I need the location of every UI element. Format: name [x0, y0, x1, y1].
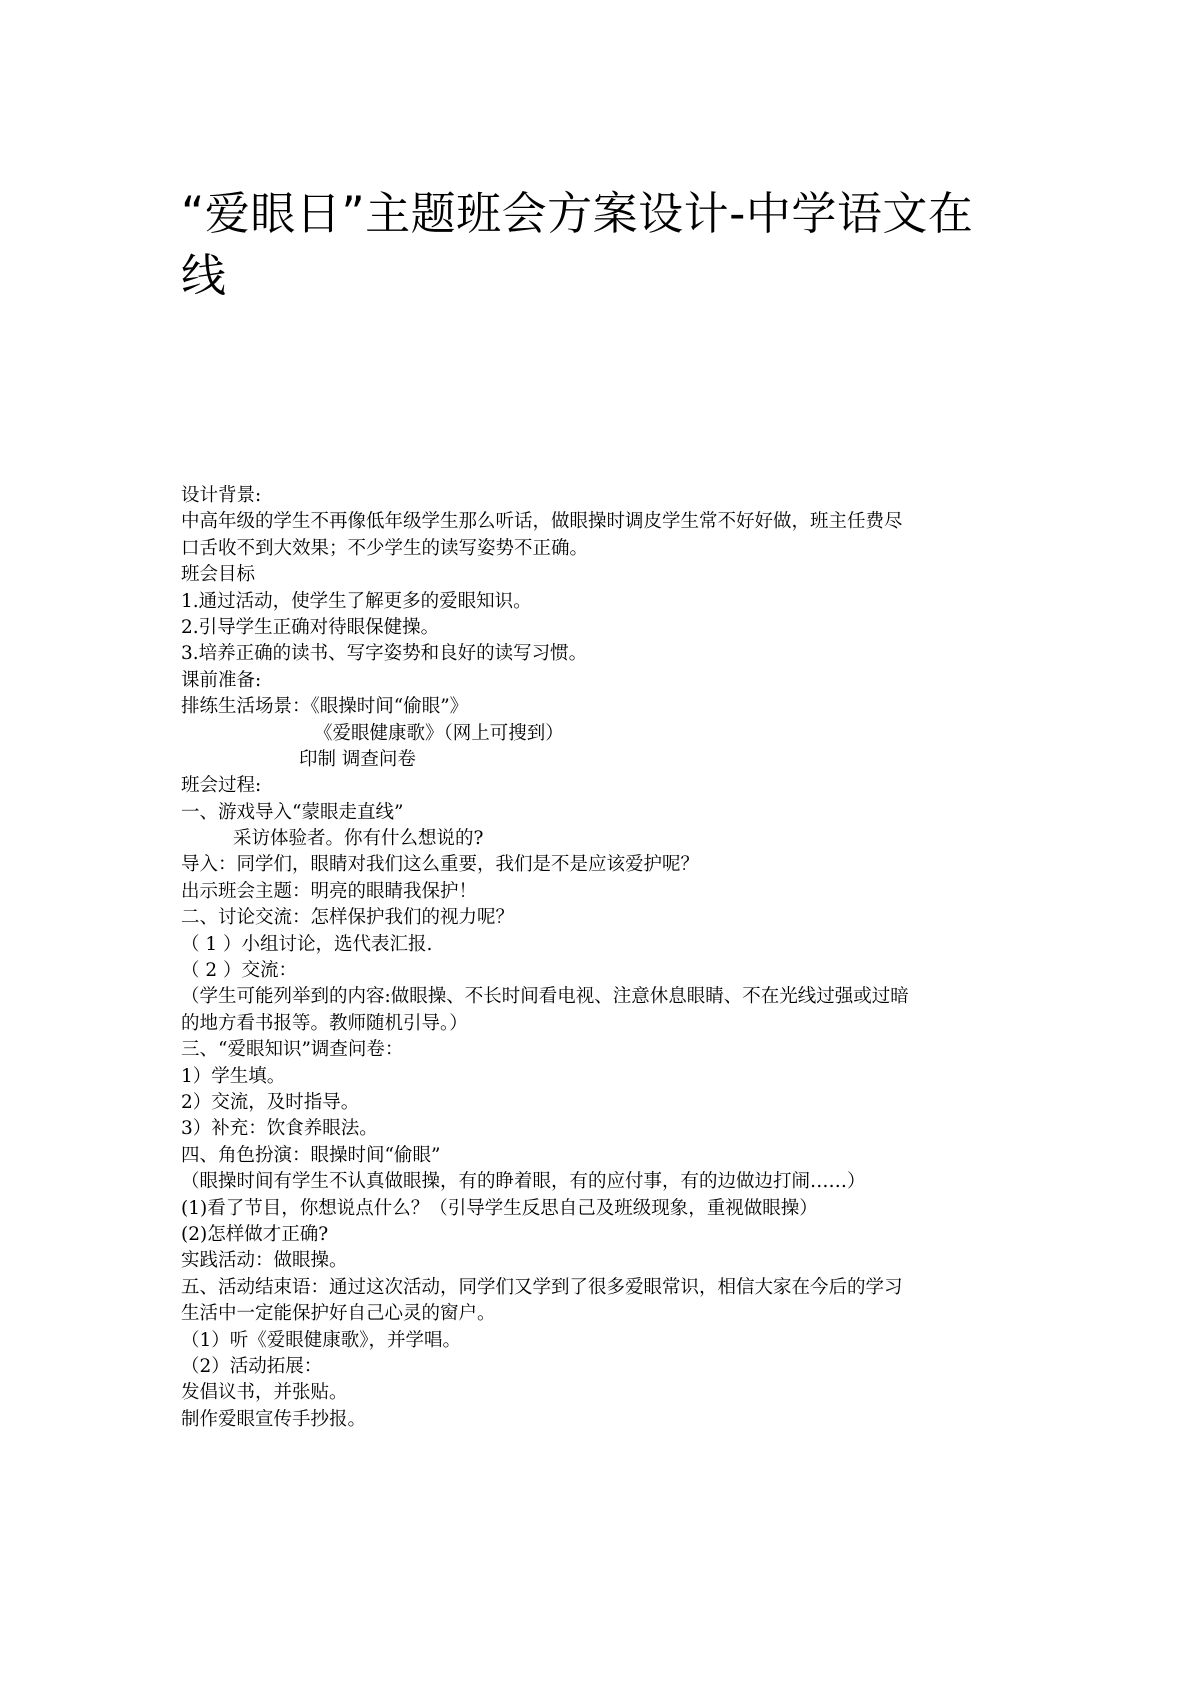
text-line: （ 1 ）小组讨论，选代表汇报.: [181, 933, 433, 955]
text-line: 导入：同学们，眼睛对我们这么重要，我们是不是应该爱护呢？: [181, 854, 700, 876]
text-line: 1）学生填。: [181, 1065, 286, 1087]
text-line: 口舌收不到大效果；不少学生的读写姿势不正确。: [181, 537, 589, 559]
text-line: 制作爱眼宣传手抄报。: [181, 1408, 367, 1430]
text-line: (1)看了节目，你想说点什么？（引导学生反思自己及班级现象，重视做眼操）: [181, 1197, 818, 1219]
text-line: 三、“爱眼知识”调查问卷：: [181, 1039, 404, 1061]
text-line: 2.引导学生正确对待眼保健操。: [181, 616, 440, 638]
text-line: 2）交流，及时指导。: [181, 1091, 360, 1113]
text-line: 课前准备:: [181, 669, 262, 691]
text-line: 1.通过活动，使学生了解更多的爱眼知识。: [181, 590, 532, 612]
text-line: 班会过程:: [181, 775, 262, 797]
text-line: 采访体验者。你有什么想说的?: [233, 828, 484, 850]
text-line: 印制 调查问卷: [299, 748, 416, 770]
text-line: 班会目标: [181, 564, 256, 586]
text-line: 3）补充：饮食养眼法。: [181, 1118, 378, 1140]
text-line: 3.培养正确的读书、写字姿势和良好的读写习惯。: [181, 643, 588, 665]
text-line: 中高年级的学生不再像低年级学生那么听话，做眼操时调皮学生常不好好做，班主任费尽: [181, 511, 903, 533]
text-line: 实践活动：做眼操。: [181, 1250, 348, 1272]
document-body: [181, 483, 1021, 1433]
text-line: 一、游戏导入“蒙眼走直线”: [181, 801, 404, 823]
text-line: 排练生活场景：《眼操时间“偷眼”》: [181, 696, 469, 718]
text-line: (2)怎样做才正确?: [181, 1223, 329, 1245]
text-line: 的地方看书报等。教师随机引导。）: [181, 1012, 468, 1034]
text-line: 五、活动结束语：通过这次活动，同学们又学到了很多爱眼常识，相信大家在今后的学习: [181, 1276, 903, 1298]
text-line: 二、讨论交流：怎样保护我们的视力呢？: [181, 907, 515, 929]
text-line: 发倡议书，并张贴。: [181, 1382, 348, 1404]
text-line: 设计背景:: [181, 485, 262, 506]
text-line: （眼操时间有学生不认真做眼操，有的睁着眼，有的应付事，有的边做边打闹……）: [181, 1171, 866, 1193]
text-line: 《爱眼健康歌》（网上可搜到）: [314, 722, 564, 744]
text-line: （学生可能列举到的内容:做眼操、不长时间看电视、注意休息眼睛、不在光线过强或过暗: [181, 986, 909, 1008]
text-line: （2）活动拓展：: [181, 1355, 323, 1377]
text-line: 四、角色扮演：眼操时间“偷眼”: [181, 1144, 441, 1166]
text-line: （1）听《爱眼健康歌》，并学唱。: [181, 1329, 462, 1351]
text-line: 生活中一定能保护好自己心灵的窗户。: [181, 1303, 496, 1325]
text-line: （ 2 ）交流：: [181, 960, 298, 982]
text-line: 出示班会主题：明亮的眼睛我保护！: [181, 880, 478, 902]
document-title: “爱眼日”主题班会方案设计-中学语文在线: [181, 187, 974, 302]
